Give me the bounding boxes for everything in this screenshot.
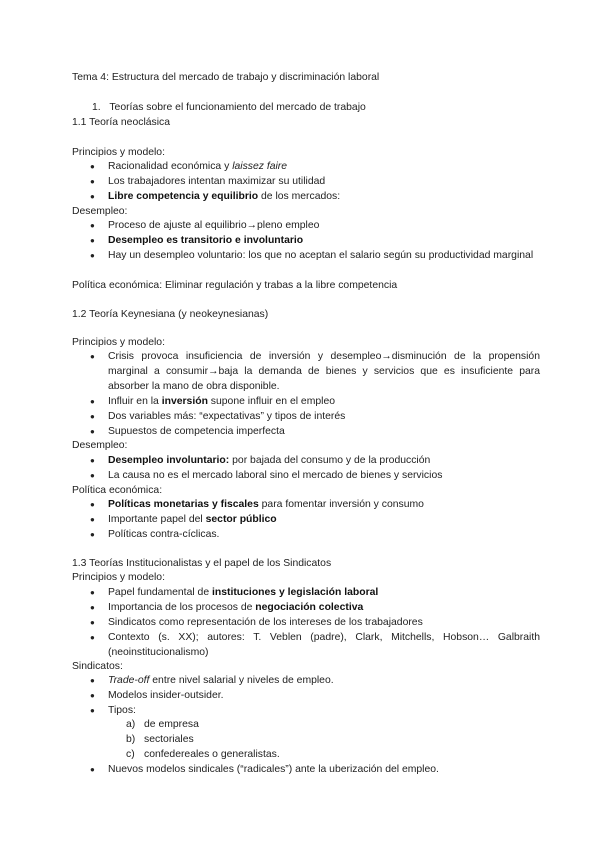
sub-list-item: c) confedereales o generalistas. [126,748,426,763]
bullet-icon: ● [90,236,95,245]
list-item: ● Racionalidad económica y laissez faire [90,160,540,175]
document-title: Tema 4: Estructura del mercado de trabajo y discriminación laboral [72,72,380,83]
list-item: ● Supuestos de competencia imperfecta [90,425,540,440]
list-item: ● Dos variables más: “expectativas” y tipos de interés [90,410,540,425]
list-item: ● Desempleo es transitorio e involuntario [90,234,540,249]
bullet-icon: ● [90,633,95,642]
bullet-icon: ● [90,397,95,406]
bullet-icon: ● [90,177,95,186]
list-item: ● Contexto (s. XX); autores: T. Veblen (padre), Clark, Mitchells, Hobson… Galbraith (neoinstitucionalismo) [90,632,540,658]
s1-policy: Política económica: Eliminar regulación y trabas a la libre competencia [72,280,398,291]
list-item: ● Sindicatos como representación de los intereses de los trabajadores [90,616,540,631]
bullet-icon: ● [90,500,95,509]
sub-list-marker: b) [126,734,136,745]
bullet-icon: ● [90,352,95,361]
heading-number: 1. [92,102,101,113]
section-1-1-heading: 1.1 Teoría neoclásica [72,117,171,128]
list-item: ● La causa no es el mercado laboral sino el mercado de bienes y servicios [90,469,540,484]
bullet-icon: ● [90,530,95,539]
bullet-icon: ● [90,221,95,230]
list-item: ● Nuevos modelos sindicales (“radicales”) ante la uberización del empleo. [90,763,540,778]
list-item: ● Proceso de ajuste al equilibrio→pleno empleo [90,219,540,234]
bullet-icon: ● [90,676,95,685]
s3-unions-label: Sindicatos: [72,661,123,672]
heading-text: Teorías sobre el funcionamiento del mercado de trabajo [109,102,366,113]
sub-list-item: a) de empresa [126,718,426,733]
bullet-icon: ● [90,427,95,436]
bullet-icon: ● [90,412,95,421]
bullet-icon: ● [90,456,95,465]
list-item: ● Libre competencia y equilibrio de los mercados: [90,190,540,205]
section-1-3-heading: 1.3 Teorías Institucionalistas y el papel de los Sindicatos [72,558,332,569]
bullet-icon: ● [90,471,95,480]
bullet-icon: ● [90,603,95,612]
bullet-icon: ● [90,162,95,171]
list-item: ● Importante papel del sector público [90,513,540,528]
bullet-icon: ● [90,192,95,201]
list-item: ● Crisis provoca insuficiencia de inversión y desempleo→disminución de la propensión marginal a consumir→baja la demanda de bienes y servicios que es insuficiente para absorber la mano de obra disponible. [90,351,540,392]
s1-unemployment-label: Desempleo: [72,206,128,217]
list-item: ● Trade-off entre nivel salarial y niveles de empleo. [90,674,540,689]
sub-list-marker: a) [126,719,136,730]
list-item: ● Tipos: [90,704,540,719]
list-item: ● Desempleo involuntario: por bajada del consumo y de la producción [90,454,540,469]
bullet-icon: ● [90,515,95,524]
bullet-icon: ● [90,765,95,774]
s3-principles-label: Principios y modelo: [72,572,165,583]
list-item: ● Hay un desempleo voluntario: los que no aceptan el salario según su productividad marginal [90,249,540,264]
sub-list-item: b) sectoriales [126,733,426,748]
s2-policy-label: Política económica: [72,485,163,496]
list-item: ● Influir en la inversión supone influir en el empleo [90,395,540,410]
list-item: ● Modelos insider-outsider. [90,689,540,704]
numbered-heading [92,101,366,115]
bullet-icon: ● [90,588,95,597]
bullet-icon: ● [90,251,95,260]
list-item: ● Importancia de los procesos de negociación colectiva [90,601,540,616]
s2-principles-label: Principios y modelo: [72,337,165,348]
list-item: ● Papel fundamental de instituciones y legislación laboral [90,586,540,601]
bullet-icon: ● [90,706,95,715]
sub-list-marker: c) [126,749,135,760]
list-item: ● Los trabajadores intentan maximizar su utilidad [90,175,540,190]
s2-unemployment-label: Desempleo: [72,440,128,451]
s1-principles-label: Principios y modelo: [72,147,165,158]
bullet-icon: ● [90,618,95,627]
list-item: ● Políticas monetarias y fiscales para fomentar inversión y consumo [90,498,540,513]
list-item: ● Políticas contra-cíclicas. [90,528,540,543]
bullet-icon: ● [90,691,95,700]
section-1-2-heading: 1.2 Teoría Keynesiana (y neokeynesianas) [72,309,269,320]
